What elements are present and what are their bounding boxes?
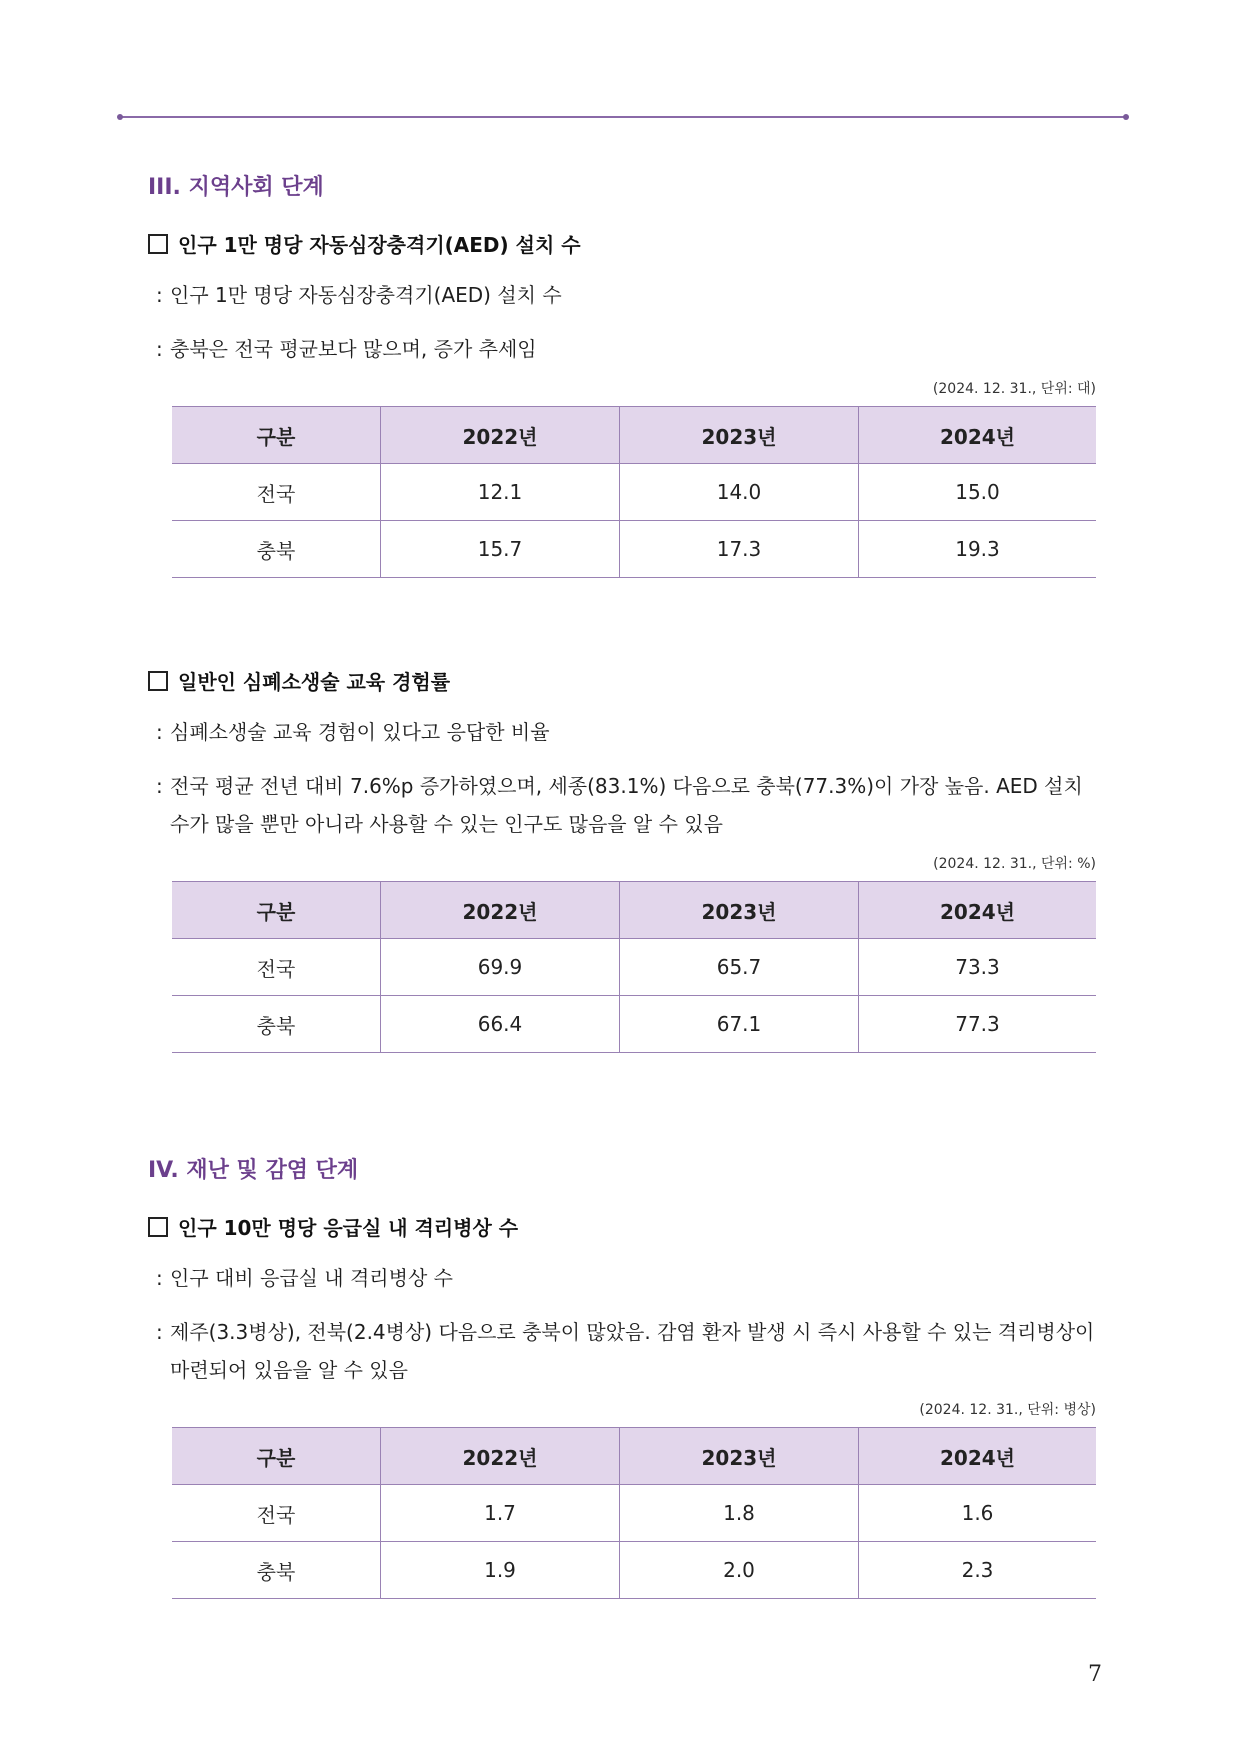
table-unit-note: (2024. 12. 31., 단위: 병상) — [919, 1402, 1096, 1418]
table-cell: 17.3 — [620, 521, 859, 578]
table-cell: 전국 — [172, 939, 381, 996]
table-cell: 전국 — [172, 464, 381, 521]
description-line: : 충북은 전국 평균보다 많으며, 증가 추세임 — [156, 337, 537, 361]
table-cell: 15.0 — [859, 464, 1097, 521]
document-body — [148, 170, 1100, 1599]
indicator-block-aed — [148, 229, 1100, 578]
page-number: 7 — [1088, 1662, 1102, 1687]
table-cell: 전국 — [172, 1485, 381, 1542]
data-table — [172, 406, 1096, 578]
indicator-heading — [148, 1212, 1100, 1241]
header-cell: 2024년 — [859, 1428, 1097, 1485]
header-cell: 구분 — [172, 407, 381, 464]
indicator-block-isolation-beds — [148, 1212, 1100, 1599]
section-title: III. 지역사회 단계 — [148, 175, 324, 200]
header-cell: 2023년 — [620, 882, 859, 939]
header-cell: 2022년 — [381, 1428, 620, 1485]
checkbox-icon — [148, 1217, 168, 1237]
header-cell: 2023년 — [620, 1428, 859, 1485]
table-cell: 77.3 — [859, 996, 1097, 1053]
table-cell: 2.3 — [859, 1542, 1097, 1599]
table-cell: 69.9 — [381, 939, 620, 996]
header-cell: 2023년 — [620, 407, 859, 464]
header-rule-dot-right — [1123, 114, 1129, 120]
table-cell: 충북 — [172, 996, 381, 1053]
description-line: : 전국 평균 전년 대비 7.6%p 증가하였으며, 세종(83.1%) 다음으로 충북(77.3%)이 가장 높음. AED 설치 수가 많을 뿐만 아니라 사용할 수 있는 인구도 많음을 알 수 있음 — [156, 774, 1083, 836]
indicator-heading — [148, 666, 1100, 695]
indicator-block-cpr — [148, 666, 1100, 1053]
table-cell: 19.3 — [859, 521, 1097, 578]
table-cell: 14.0 — [620, 464, 859, 521]
table-cell: 충북 — [172, 1542, 381, 1599]
table-header-row — [172, 407, 1096, 464]
description-line: : 제주(3.3병상), 전북(2.4병상) 다음으로 충북이 많았음. 감염 환자 발생 시 즉시 사용할 수 있는 격리병상이 마련되어 있음을 알 수 있음 — [156, 1320, 1095, 1382]
indicator-heading-text: 일반인 심폐소생술 교육 경험률 — [178, 670, 451, 694]
header-cell: 구분 — [172, 1428, 381, 1485]
table-cell: 73.3 — [859, 939, 1097, 996]
table-cell: 12.1 — [381, 464, 620, 521]
table-cell: 1.8 — [620, 1485, 859, 1542]
table-row — [172, 1542, 1096, 1599]
table-row — [172, 939, 1096, 996]
checkbox-icon — [148, 671, 168, 691]
table-cell: 66.4 — [381, 996, 620, 1053]
section-title: IV. 재난 및 감염 단계 — [148, 1158, 359, 1183]
header-cell: 2024년 — [859, 407, 1097, 464]
data-table — [172, 1427, 1096, 1599]
description-line: : 인구 1만 명당 자동심장충격기(AED) 설치 수 — [156, 283, 562, 307]
section-community — [148, 170, 1100, 1053]
header-cell: 2022년 — [381, 407, 620, 464]
table-cell: 67.1 — [620, 996, 859, 1053]
table-header-row — [172, 882, 1096, 939]
description-line: : 심폐소생술 교육 경험이 있다고 응답한 비율 — [156, 720, 550, 744]
table-cell: 1.6 — [859, 1485, 1097, 1542]
table-cell: 2.0 — [620, 1542, 859, 1599]
indicator-heading — [148, 229, 1100, 258]
table-row — [172, 521, 1096, 578]
header-cell: 구분 — [172, 882, 381, 939]
table-row — [172, 1485, 1096, 1542]
header-rule — [120, 116, 1126, 118]
table-cell: 1.7 — [381, 1485, 620, 1542]
section-disaster — [148, 1153, 1100, 1599]
header-rule-dot-left — [117, 114, 123, 120]
header-cell: 2022년 — [381, 882, 620, 939]
table-cell: 충북 — [172, 521, 381, 578]
table-unit-note: (2024. 12. 31., 단위: %) — [933, 856, 1096, 872]
indicator-heading-text: 인구 1만 명당 자동심장충격기(AED) 설치 수 — [178, 233, 581, 257]
table-cell: 15.7 — [381, 521, 620, 578]
table-header-row — [172, 1428, 1096, 1485]
table-row — [172, 464, 1096, 521]
table-cell: 1.9 — [381, 1542, 620, 1599]
table-cell: 65.7 — [620, 939, 859, 996]
data-table — [172, 881, 1096, 1053]
header-cell: 2024년 — [859, 882, 1097, 939]
indicator-heading-text: 인구 10만 명당 응급실 내 격리병상 수 — [178, 1216, 519, 1240]
checkbox-icon — [148, 234, 168, 254]
table-row — [172, 996, 1096, 1053]
table-unit-note: (2024. 12. 31., 단위: 대) — [932, 381, 1096, 397]
description-line: : 인구 대비 응급실 내 격리병상 수 — [156, 1266, 453, 1290]
